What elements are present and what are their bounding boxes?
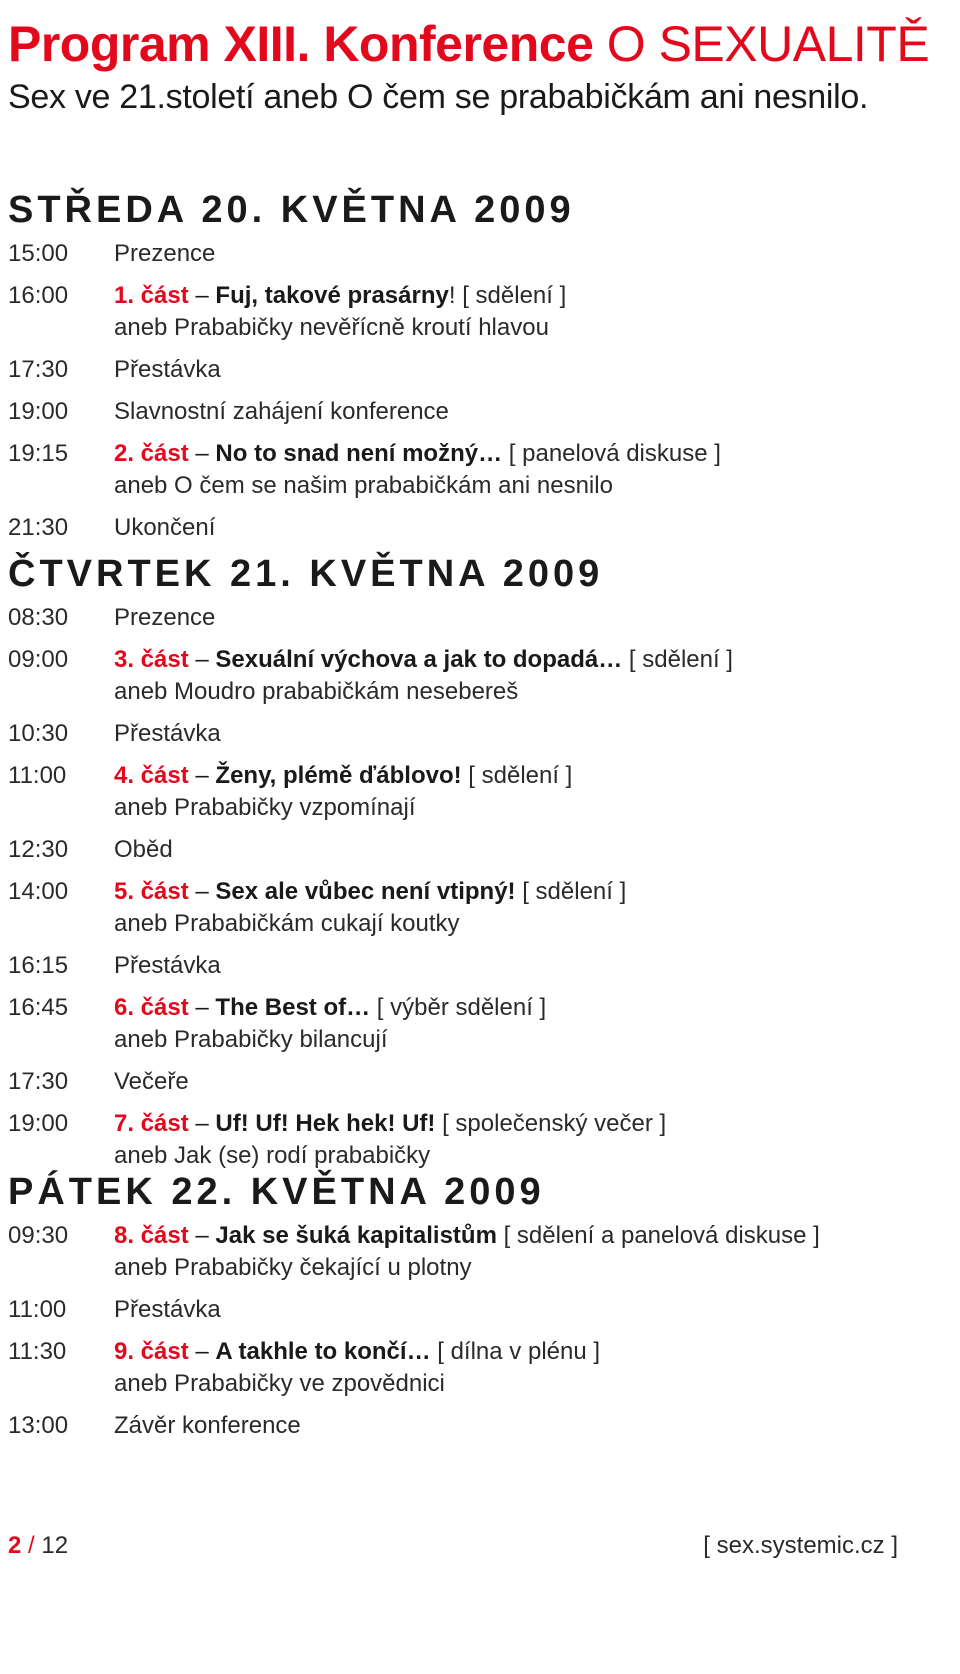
session-topic: Ženy, plémě ďáblovo! <box>215 762 462 789</box>
session-time: 09:30 <box>8 1222 69 1249</box>
session-text: Přestávka <box>114 720 221 747</box>
day-section-ctvrtek <box>8 546 908 1182</box>
session-subline: aneb Prababičky ve zpovědnici <box>114 1370 445 1397</box>
session-item <box>8 718 908 760</box>
day-section-patek <box>8 1164 908 1452</box>
session-time: 13:00 <box>8 1412 69 1439</box>
session-topic: Uf! Uf! Hek hek! Uf! <box>215 1110 436 1137</box>
session-item <box>8 1410 908 1452</box>
session-text: Večeře <box>114 1068 189 1095</box>
session-topic: A takhle to končí… <box>215 1338 431 1365</box>
day-heading: ČTVRTEK 21. KVĚTNA 2009 <box>8 553 604 595</box>
session-item <box>8 396 908 438</box>
session-item <box>8 644 908 718</box>
page-title-bold: Program XIII. Konference <box>8 16 594 72</box>
session-time: 16:00 <box>8 282 69 309</box>
session-item <box>8 1220 908 1294</box>
session-list <box>8 602 908 1182</box>
session-text: Prezence <box>114 240 216 267</box>
session-dash: – <box>195 440 209 467</box>
session-time: 17:30 <box>8 356 69 383</box>
page-subtitle: Sex ve 21.století aneb O čem se prababičkám ani nesnilo. <box>8 78 869 116</box>
session-item <box>8 280 908 354</box>
session-item <box>8 238 908 280</box>
session-item <box>8 354 908 396</box>
page-number-total: 12 <box>41 1532 69 1559</box>
session-subline: aneb Jak (se) rodí prababičky <box>114 1142 431 1169</box>
session-dash: – <box>195 994 209 1021</box>
day-heading: STŘEDA 20. KVĚTNA 2009 <box>8 189 575 231</box>
session-kind: [ sdělení a panelová diskuse ] <box>503 1222 820 1249</box>
session-subline: aneb Prababičky bilancují <box>114 1026 388 1053</box>
session-part: 1. část <box>114 282 189 309</box>
page-number-separator: / <box>28 1532 35 1559</box>
session-part: 3. část <box>114 646 189 673</box>
session-dash: – <box>195 1338 209 1365</box>
session-time: 21:30 <box>8 514 69 541</box>
session-text: Oběd <box>114 836 173 863</box>
session-topic: Sex ale vůbec není vtipný! <box>215 878 516 905</box>
session-time: 19:15 <box>8 440 69 467</box>
session-time: 14:00 <box>8 878 69 905</box>
session-time: 19:00 <box>8 1110 69 1137</box>
session-list <box>8 1220 908 1452</box>
session-item <box>8 1066 908 1108</box>
session-dash: – <box>195 1222 209 1249</box>
session-dash: – <box>195 762 209 789</box>
session-text: Přestávka <box>114 356 221 383</box>
session-kind: [ panelová diskuse ] <box>508 440 721 467</box>
session-time: 12:30 <box>8 836 69 863</box>
session-subline: aneb Moudro prababičkám nesebereš <box>114 678 519 705</box>
session-topic: Fuj, takové prasárny <box>215 282 449 309</box>
session-time: 19:00 <box>8 398 69 425</box>
session-subline: aneb O čem se našim prababičkám ani nesnilo <box>114 472 613 499</box>
session-item <box>8 1294 908 1336</box>
session-item <box>8 876 908 950</box>
session-part: 5. část <box>114 878 189 905</box>
session-topic-suffix: ! <box>448 282 456 309</box>
session-dash: – <box>195 878 209 905</box>
session-kind: [ výběr sdělení ] <box>376 994 547 1021</box>
session-time: 17:30 <box>8 1068 69 1095</box>
session-topic: No to snad není možný… <box>215 440 503 467</box>
session-topic: The Best of… <box>215 994 371 1021</box>
session-item <box>8 438 908 512</box>
session-time: 16:45 <box>8 994 69 1021</box>
session-kind: [ dílna v plénu ] <box>437 1338 601 1365</box>
session-text: Přestávka <box>114 1296 221 1323</box>
session-text: Závěr konference <box>114 1412 301 1439</box>
session-item <box>8 760 908 834</box>
session-list <box>8 238 908 554</box>
session-time: 11:30 <box>8 1338 67 1365</box>
session-part: 9. část <box>114 1338 189 1365</box>
session-dash: – <box>195 282 209 309</box>
session-part: 2. část <box>114 440 189 467</box>
session-part: 7. část <box>114 1110 189 1137</box>
session-subline: aneb Prababičkám cukají koutky <box>114 910 460 937</box>
session-kind: [ sdělení ] <box>468 762 573 789</box>
session-subline: aneb Prababičky nevěřícně kroutí hlavou <box>114 314 549 341</box>
session-topic: Jak se šuká kapitalistům <box>215 1222 497 1249</box>
session-time: 15:00 <box>8 240 69 267</box>
session-subline: aneb Prababičky vzpomínají <box>114 794 416 821</box>
session-item <box>8 834 908 876</box>
page-title <box>8 14 929 74</box>
session-item <box>8 1336 908 1410</box>
session-item <box>8 602 908 644</box>
session-kind: [ společenský večer ] <box>442 1110 667 1137</box>
session-part: 4. část <box>114 762 189 789</box>
session-part: 8. část <box>114 1222 189 1249</box>
day-heading: PÁTEK 22. KVĚTNA 2009 <box>8 1171 545 1213</box>
session-dash: – <box>195 646 209 673</box>
session-part: 6. část <box>114 994 189 1021</box>
page-number-current: 2 <box>8 1532 22 1559</box>
session-kind: [ sdělení ] <box>462 282 567 309</box>
session-time: 10:30 <box>8 720 69 747</box>
session-text: Slavnostní zahájení konference <box>114 398 449 425</box>
session-subline: aneb Prababičky čekající u plotny <box>114 1254 472 1281</box>
site-link[interactable]: [ sex.systemic.cz ] <box>703 1532 898 1559</box>
session-time: 09:00 <box>8 646 69 673</box>
page-title-rest: O SEXUALITĚ <box>606 16 930 72</box>
session-kind: [ sdělení ] <box>522 878 627 905</box>
session-kind: [ sdělení ] <box>628 646 733 673</box>
day-section-streda <box>8 182 908 554</box>
session-dash: – <box>195 1110 209 1137</box>
session-time: 11:00 <box>8 762 67 789</box>
session-text: Prezence <box>114 604 216 631</box>
session-text: Přestávka <box>114 952 221 979</box>
session-item <box>8 992 908 1066</box>
session-topic: Sexuální výchova a jak to dopadá… <box>215 646 623 673</box>
session-item <box>8 950 908 992</box>
session-time: 11:00 <box>8 1296 67 1323</box>
session-time: 16:15 <box>8 952 69 979</box>
session-time: 08:30 <box>8 604 69 631</box>
session-text: Ukončení <box>114 514 216 541</box>
page-number <box>8 1530 68 1562</box>
